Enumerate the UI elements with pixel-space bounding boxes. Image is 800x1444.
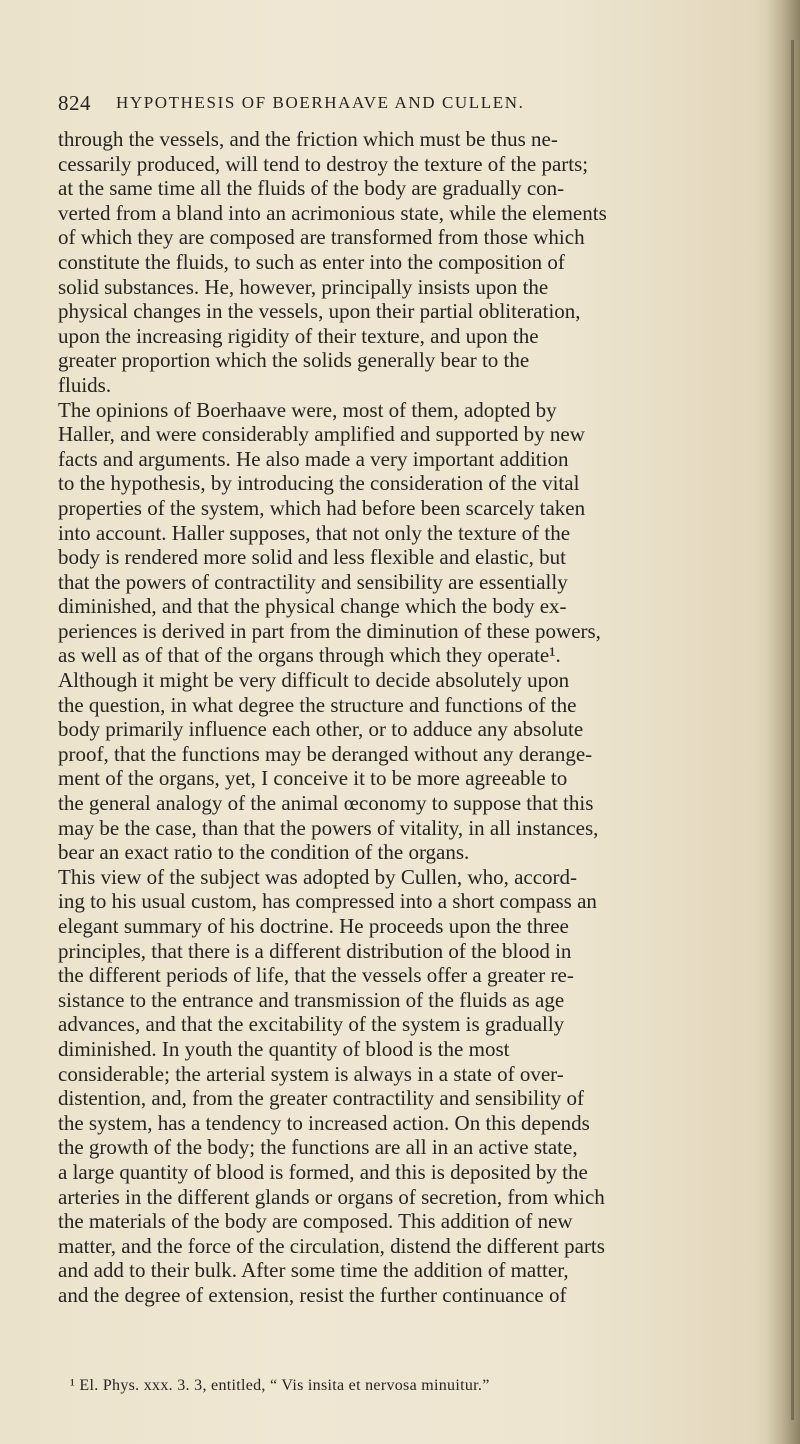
text-line: may be the case, than that the powers of vitality, in all instances, [58, 815, 599, 840]
text-line: distention, and, from the greater contractility and sensibility of [58, 1086, 585, 1111]
text-line: solid substances. He, however, principally insists upon the [58, 274, 549, 299]
text-line: at the same time all the fluids of the body are gradually con- [58, 176, 565, 201]
text-line: into account. Haller supposes, that not only the texture of the [58, 520, 571, 545]
text-line: Although it might be very difficult to decide absolutely upon [58, 668, 570, 693]
text-line: principles, that there is a different distribution of the blood in [58, 938, 572, 963]
text-line: This view of the subject was adopted by Cullen, who, accord- [58, 864, 578, 889]
text-line: greater proportion which the solids generally bear to the [58, 348, 530, 373]
text-line: facts and arguments. He also made a very important addition [58, 446, 569, 471]
text-line: advances, and that the excitability of the system is gradually [58, 1012, 565, 1037]
text-line: verted from a bland into an acrimonious state, while the elements [58, 200, 607, 225]
page-number: 824 [58, 91, 91, 115]
body-text [58, 127, 754, 1308]
text-line: upon the increasing rigidity of their texture, and upon the [58, 323, 539, 348]
page-edge-shadow [766, 0, 800, 1444]
text-line: through the vessels, and the friction which must be thus ne- [58, 127, 558, 151]
text-line: The opinions of Boerhaave were, most of them, adopted by [58, 397, 557, 422]
text-line: diminished, and that the physical change which the body ex- [58, 594, 567, 619]
text-line: ing to his usual custom, has compressed into a short compass an [58, 889, 597, 914]
text-line: of which they are composed are transformed from those which [58, 225, 585, 250]
text-line: the question, in what degree the structure and functions of the [58, 692, 577, 717]
text-line: bear an exact ratio to the condition of the organs. [58, 840, 470, 865]
text-line: and the degree of extension, resist the further continuance of [58, 1282, 567, 1307]
text-line: the growth of the body; the functions are all in an active state, [58, 1135, 578, 1160]
text-line: properties of the system, which had before been scarcely taken [58, 495, 586, 520]
text-line: Haller, and were considerably amplified and supported by new [58, 422, 585, 447]
text-line: arteries in the different glands or organs of secretion, from which [58, 1184, 605, 1209]
text-line: to the hypothesis, by introducing the consideration of the vital [58, 471, 580, 496]
text-line: matter, and the force of the circulation, distend the different parts [58, 1233, 605, 1258]
footnote: ¹ El. Phys. xxx. 3. 3, entitled, “ Vis insita et nervosa minuitur.” [70, 1377, 490, 1394]
text-line: proof, that the functions may be deranged without any derange- [58, 741, 593, 766]
text-line: ment of the organs, yet, I conceive it to be more agreeable to [58, 766, 568, 791]
page-header [58, 91, 748, 115]
text-line: considerable; the arterial system is always in a state of over- [58, 1061, 564, 1086]
text-line: body is rendered more solid and less flexible and elastic, but [58, 545, 566, 570]
text-line: the system, has a tendency to increased action. On this depends [58, 1110, 590, 1135]
text-line: elegant summary of his doctrine. He proceeds upon the three [58, 914, 569, 938]
text-line: as well as of that of the organs through which they operate¹. [58, 643, 561, 668]
running-head: HYPOTHESIS OF BOERHAAVE AND CULLEN. [116, 93, 525, 112]
text-line: cessarily produced, will tend to destroy the texture of the parts; [58, 151, 589, 176]
text-line: and add to their bulk. After some time the addition of matter, [58, 1258, 569, 1283]
text-line: diminished. In youth the quantity of blood is the most [58, 1036, 510, 1061]
text-line: body primarily influence each other, or to adduce any absolute [58, 717, 584, 742]
text-line: that the powers of contractility and sensibility are essentially [58, 569, 568, 594]
text-line: periences is derived in part from the diminution of these powers, [58, 618, 601, 643]
text-line: a large quantity of blood is formed, and this is deposited by the [58, 1159, 588, 1184]
text-line: the different periods of life, that the vessels offer a greater re- [58, 963, 574, 988]
text-line: fluids. [58, 372, 112, 397]
text-line: physical changes in the vessels, upon their partial obliteration, [58, 299, 581, 324]
text-line: sistance to the entrance and transmission of the fluids as age [58, 987, 565, 1012]
text-line: constitute the fluids, to such as enter into the composition of [58, 249, 565, 274]
text-line: the materials of the body are composed. This addition of new [58, 1209, 573, 1234]
text-line: the general analogy of the animal œconomy to suppose that this [58, 791, 594, 816]
